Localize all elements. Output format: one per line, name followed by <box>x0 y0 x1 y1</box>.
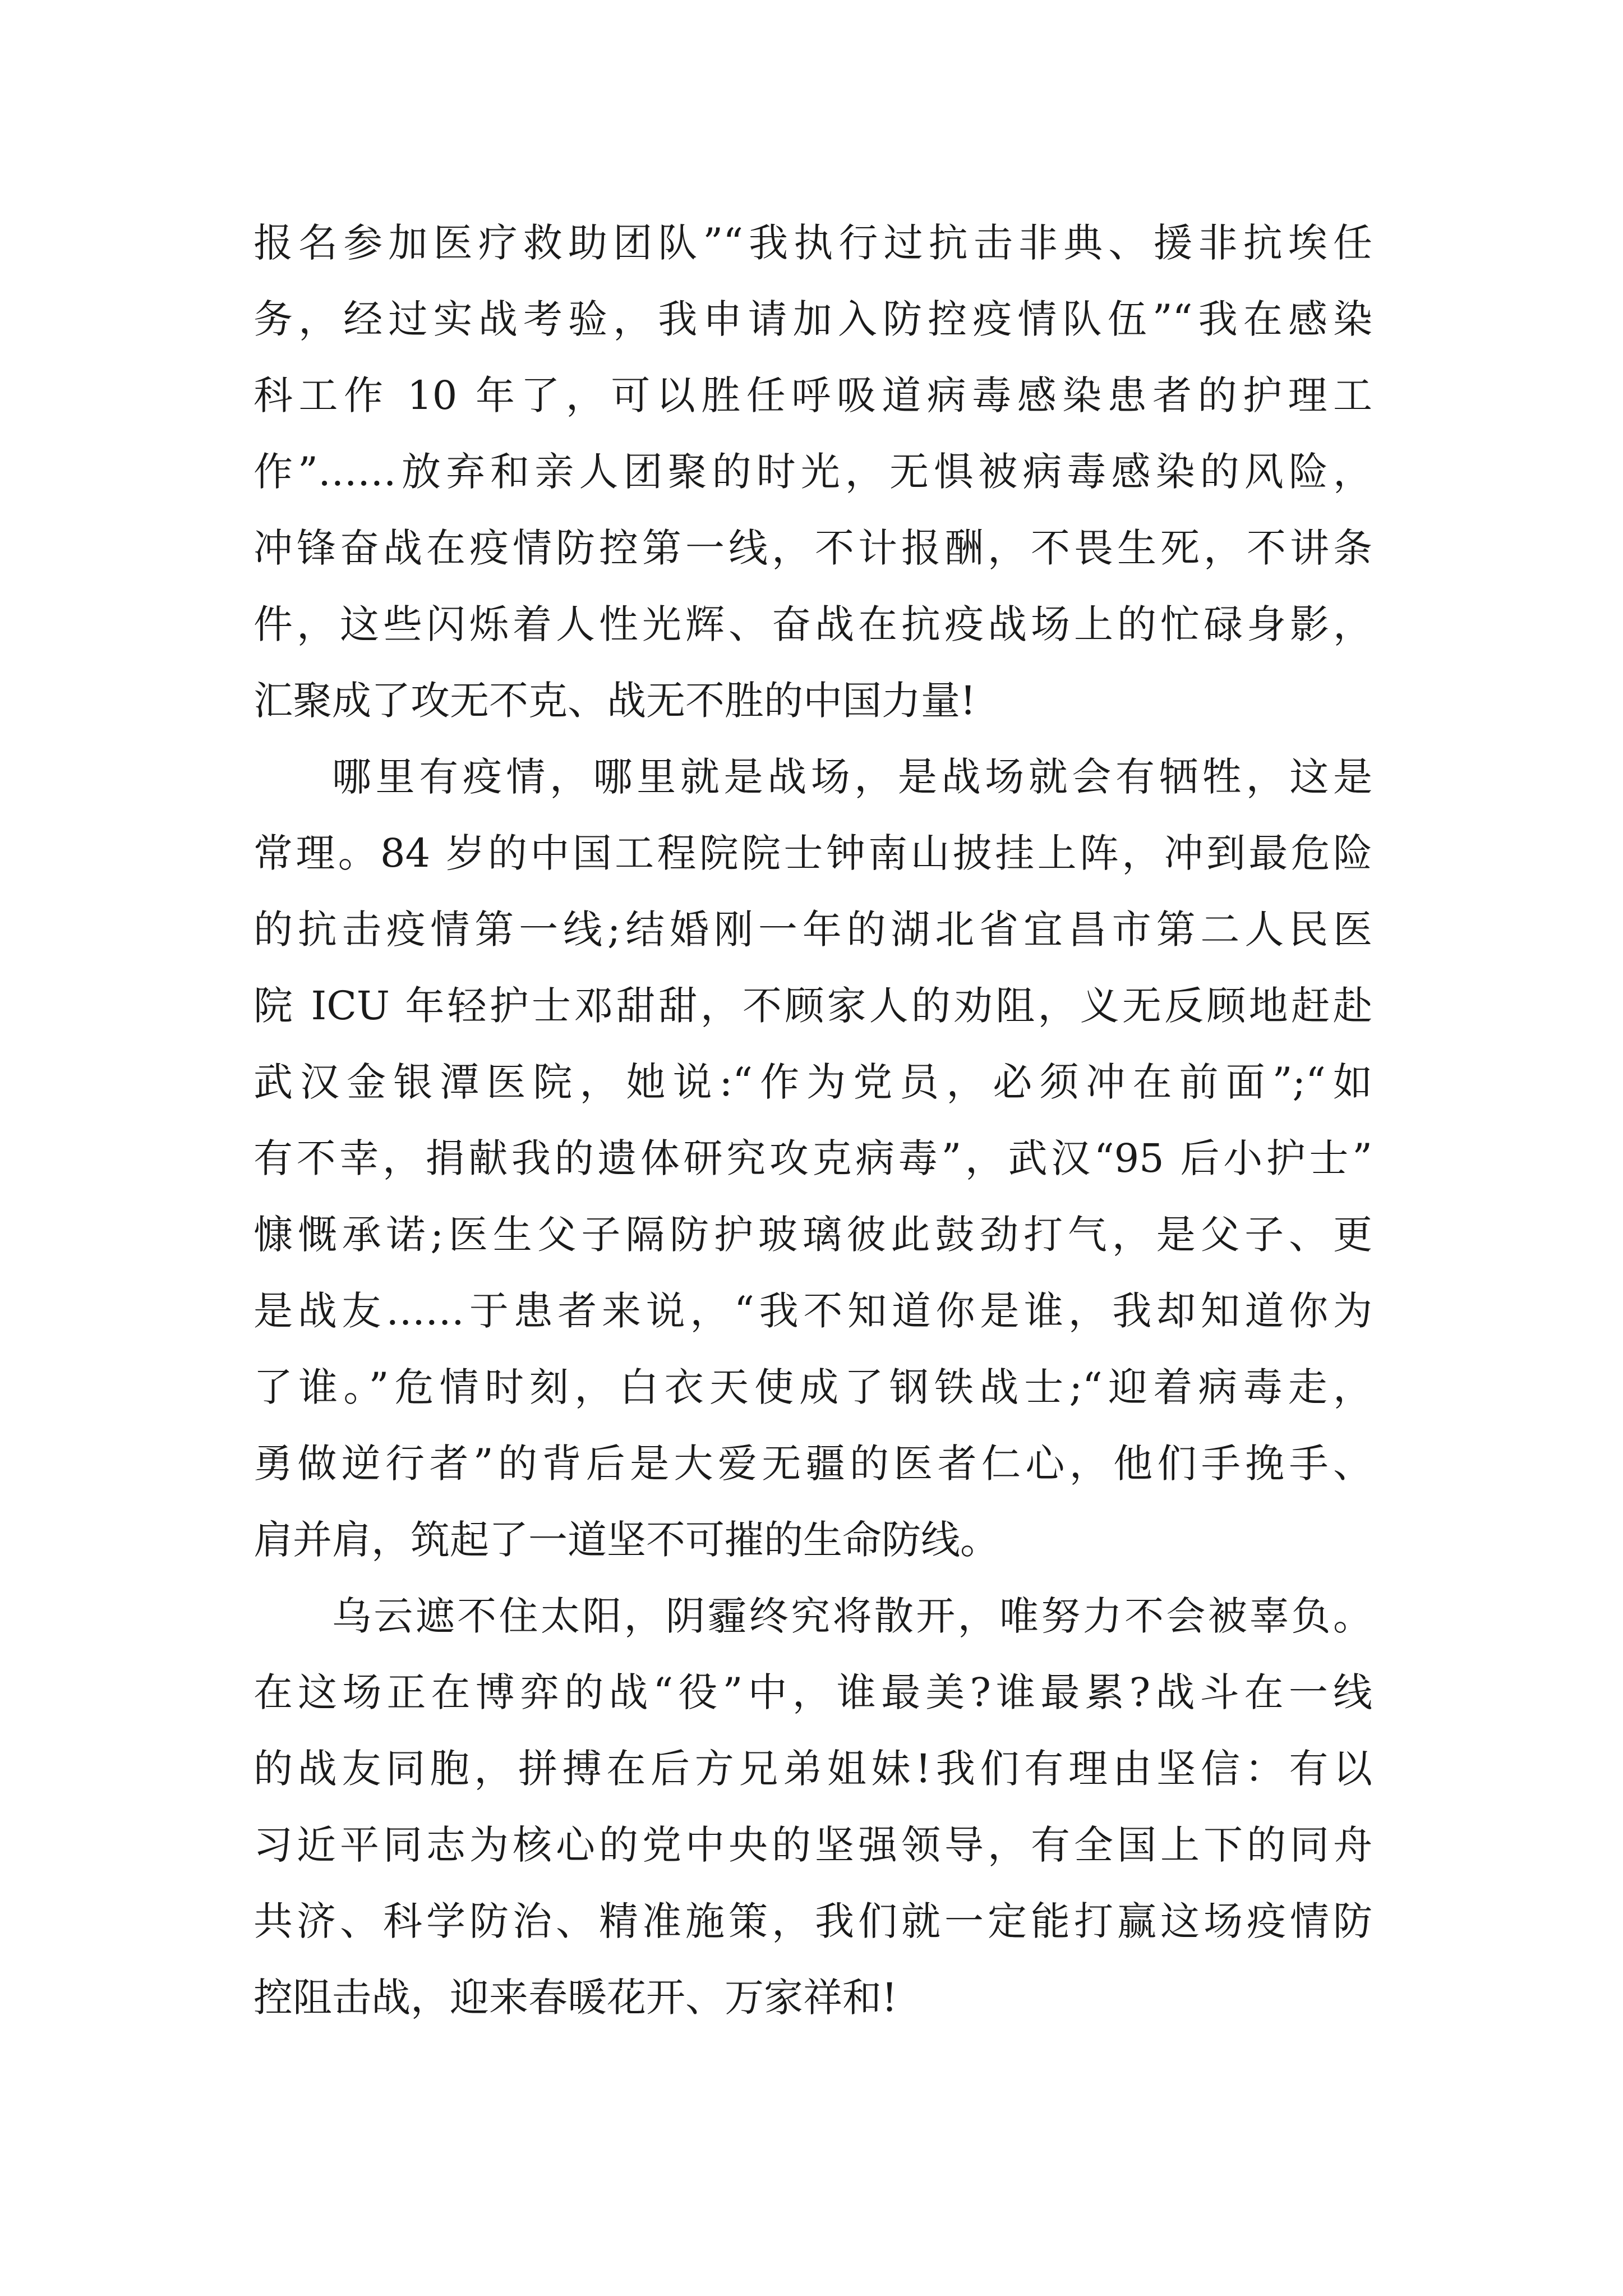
text-line: 的战友同胞，拼搏在后方兄弟姐妹!我们有理由坚信：有以 <box>253 1746 1372 1792</box>
paragraph-3 <box>253 1578 1372 2036</box>
text-line: 武汉金银潭医院，她说:“作为党员，必须冲在前面”;“如 <box>253 1059 1372 1105</box>
text-line: 控阻击战，迎来春暖花开、万家祥和! <box>253 1975 898 2021</box>
text-line: 的抗击疫情第一线;结婚刚一年的湖北省宜昌市第二人民医 <box>253 907 1372 953</box>
text-line: 了谁。”危情时刻，白衣天使成了钢铁战士;“迎着病毒走， <box>253 1364 1372 1410</box>
text-line: 肩并肩，筑起了一道坚不可摧的生命防线。 <box>253 1517 999 1563</box>
text-line: 汇聚成了攻无不克、战无不胜的中国力量! <box>253 678 976 724</box>
paragraph-2 <box>253 739 1372 1578</box>
text-line: 是战友……于患者来说，“我不知道你是谁，我却知道你为 <box>253 1288 1372 1334</box>
text-line: 报名参加医疗救助团队”“我执行过抗击非典、援非抗埃任 <box>253 220 1372 266</box>
text-line: 习近平同志为核心的党中央的坚强领导，有全国上下的同舟 <box>253 1822 1372 1868</box>
text-line: 共济、科学防治、精准施策，我们就一定能打赢这场疫情防 <box>253 1898 1372 1944</box>
text-line: 作”……放弃和亲人团聚的时光，无惧被病毒感染的风险， <box>253 449 1372 495</box>
text-line: 科工作 10 年了，可以胜任呼吸道病毒感染患者的护理工 <box>253 372 1372 418</box>
text-line: 常理。84 岁的中国工程院院士钟南山披挂上阵，冲到最危险 <box>253 830 1372 876</box>
text-line: 院 ICU 年轻护士邓甜甜，不顾家人的劝阻，义无反顾地赶赴 <box>253 983 1372 1029</box>
text-line: 有不幸，捐献我的遗体研究攻克病毒”，武汉“95 后小护士” <box>253 1135 1372 1181</box>
text-line: 在这场正在博弈的战“役”中，谁最美?谁最累?战斗在一线 <box>253 1669 1372 1715</box>
text-line: 冲锋奋战在疫情防控第一线，不计报酬，不畏生死，不讲条 <box>253 525 1372 571</box>
text-line: 慷慨承诺;医生父子隔防护玻璃彼此鼓劲打气，是父子、更 <box>253 1212 1372 1258</box>
text-line: 件，这些闪烁着人性光辉、奋战在抗疫战场上的忙碌身影， <box>253 601 1372 647</box>
document-body <box>253 205 1372 2036</box>
paragraph-1 <box>253 205 1372 739</box>
text-line: 务，经过实战考验，我申请加入防控疫情队伍”“我在感染 <box>253 296 1372 342</box>
text-line: 勇做逆行者”的背后是大爱无疆的医者仁心，他们手挽手、 <box>253 1441 1372 1487</box>
text-line: 哪里有疫情，哪里就是战场，是战场就会有牺牲，这是 <box>332 754 1372 800</box>
text-line: 乌云遮不住太阳，阴霾终究将散开，唯努力不会被辜负。 <box>332 1593 1372 1639</box>
